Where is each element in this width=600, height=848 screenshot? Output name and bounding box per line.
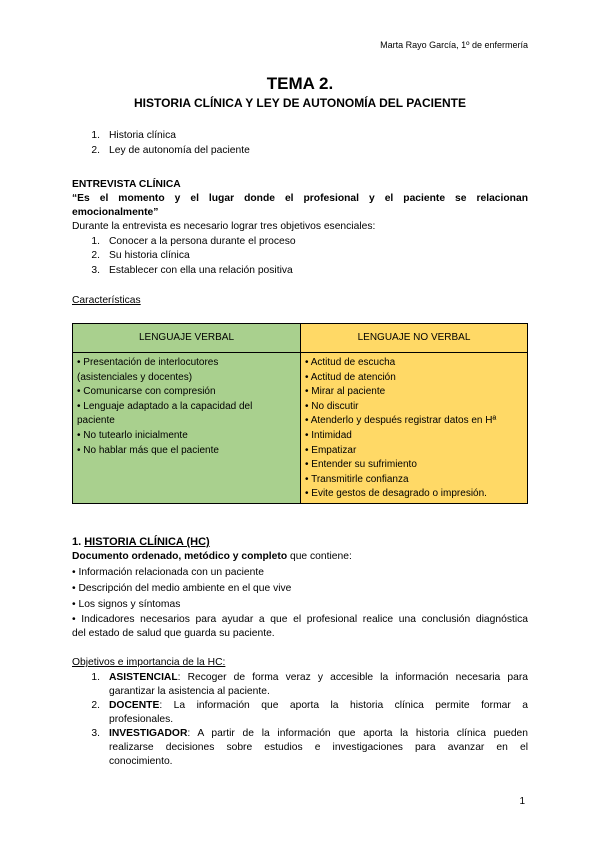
toc-number: 1. xyxy=(91,130,100,141)
list-item: paciente xyxy=(77,415,115,427)
hc-item: • Descripción del medio ambiente en el que vive xyxy=(72,583,292,594)
page-title: TEMA 2. xyxy=(266,74,334,93)
header-author-note: Marta Rayo García, 1º de enfermería xyxy=(380,40,528,50)
list-item: • Lenguaje adaptado a la capacidad del xyxy=(77,400,253,412)
list-item: • No discutir xyxy=(305,400,359,412)
verbal-cell xyxy=(73,353,300,503)
entrevista-intro: Durante la entrevista es necesario lograr tres objetivos esenciales: xyxy=(72,221,376,232)
language-table xyxy=(72,323,528,504)
list-item: • Mirar al paciente xyxy=(305,386,386,398)
list-item: • Comunicarse con compresión xyxy=(77,386,216,398)
objetivo-text: : Recoger de forma veraz y accesible la información necesaria para xyxy=(177,672,528,683)
hc-item: • Información relacionada con un paciente xyxy=(72,567,264,578)
list-item: • Empatizar xyxy=(305,444,357,456)
list-item: • Entender su sufrimiento xyxy=(305,459,417,471)
hc-item-continued: del estado de salud que guarda su paciente. xyxy=(72,628,275,639)
objetivo-text-continued: garantizar la asistencia al paciente. xyxy=(109,686,270,697)
list-item: • Actitud de escucha xyxy=(305,357,396,368)
objetivo-text: : A partir de la información que aporta la historia clínica pueden xyxy=(187,728,528,739)
hc-title: HISTORIA CLÍNICA (HC) xyxy=(84,536,210,548)
page-number: 1 xyxy=(519,796,525,807)
table-divider xyxy=(300,324,301,503)
objective-number: 2. xyxy=(91,250,100,261)
objetivo-title: ASISTENCIAL xyxy=(109,672,178,683)
no-verbal-cell xyxy=(301,353,527,503)
hc-item: • Indicadores necesarios para ayudar a que el profesional realice una conclusión diagnóstica xyxy=(72,614,528,625)
objetivo-item xyxy=(109,699,528,713)
objetivo-item xyxy=(109,671,528,685)
table-header-no-verbal: LENGUAJE NO VERBAL xyxy=(301,324,527,353)
list-item: • Transmitirle confianza xyxy=(305,473,409,485)
hc-number: 1. xyxy=(72,536,85,548)
list-item: • Intimidad xyxy=(305,429,352,441)
entrevista-quote-line: emocionalmente” xyxy=(72,207,159,218)
objetivo-text-continued: realizarse decisiones sobre estudios e investigaciones para avanzar en el xyxy=(109,742,528,753)
hc-definition-rest: que contiene: xyxy=(287,551,352,562)
table-header-verbal: LENGUAJE VERBAL xyxy=(73,324,300,353)
objetivo-item xyxy=(109,727,528,741)
objective-number: 3. xyxy=(91,265,100,276)
objetivo-number: 1. xyxy=(91,672,100,683)
list-item: • Actitud de atención xyxy=(305,371,396,383)
objetivo-text: : La información que aporta la historia clínica permite formar a xyxy=(159,700,528,711)
objetivo-number: 2. xyxy=(91,700,100,711)
toc-number: 2. xyxy=(91,145,100,156)
hc-item: • Los signos y síntomas xyxy=(72,599,181,610)
objective-number: 1. xyxy=(91,236,100,247)
objective-item: Su historia clínica xyxy=(109,250,190,261)
list-item: • No hablar más que el paciente xyxy=(77,444,219,456)
list-item: • Atenderlo y después registrar datos en Hª xyxy=(305,415,497,427)
objetivo-title: INVESTIGADOR xyxy=(109,728,188,739)
entrevista-heading: ENTREVISTA CLÍNICA xyxy=(72,179,181,190)
objetivo-title: DOCENTE xyxy=(109,700,160,711)
hc-definition-bold: Documento ordenado, metódico y completo xyxy=(72,551,288,562)
objective-item: Conocer a la persona durante el proceso xyxy=(109,236,296,247)
toc-item: Historia clínica xyxy=(109,130,176,141)
objetivo-number: 3. xyxy=(91,728,100,739)
list-item: • No tutearlo inicialmente xyxy=(77,429,188,441)
list-item: • Evite gestos de desagrado o impresión. xyxy=(305,488,487,500)
objetivo-text-continued: profesionales. xyxy=(109,714,174,725)
caracteristicas-label: Características xyxy=(72,295,141,306)
list-item: (asistenciales y docentes) xyxy=(77,371,193,383)
entrevista-quote-line: “Es el momento y el lugar donde el profesional y el paciente se relacionan xyxy=(72,193,528,204)
page-subtitle: HISTORIA CLÍNICA Y LEY DE AUTONOMÍA DEL PACIENTE xyxy=(133,96,467,110)
objetivos-label: Objetivos e importancia de la HC: xyxy=(72,657,226,668)
objetivo-text-continued: conocimiento. xyxy=(109,756,173,767)
hc-heading xyxy=(72,535,210,549)
list-item: • Presentación de interlocutores xyxy=(77,357,219,368)
objective-item: Establecer con ella una relación positiva xyxy=(109,265,293,276)
toc-item: Ley de autonomía del paciente xyxy=(109,145,250,156)
hc-definition xyxy=(72,550,352,564)
